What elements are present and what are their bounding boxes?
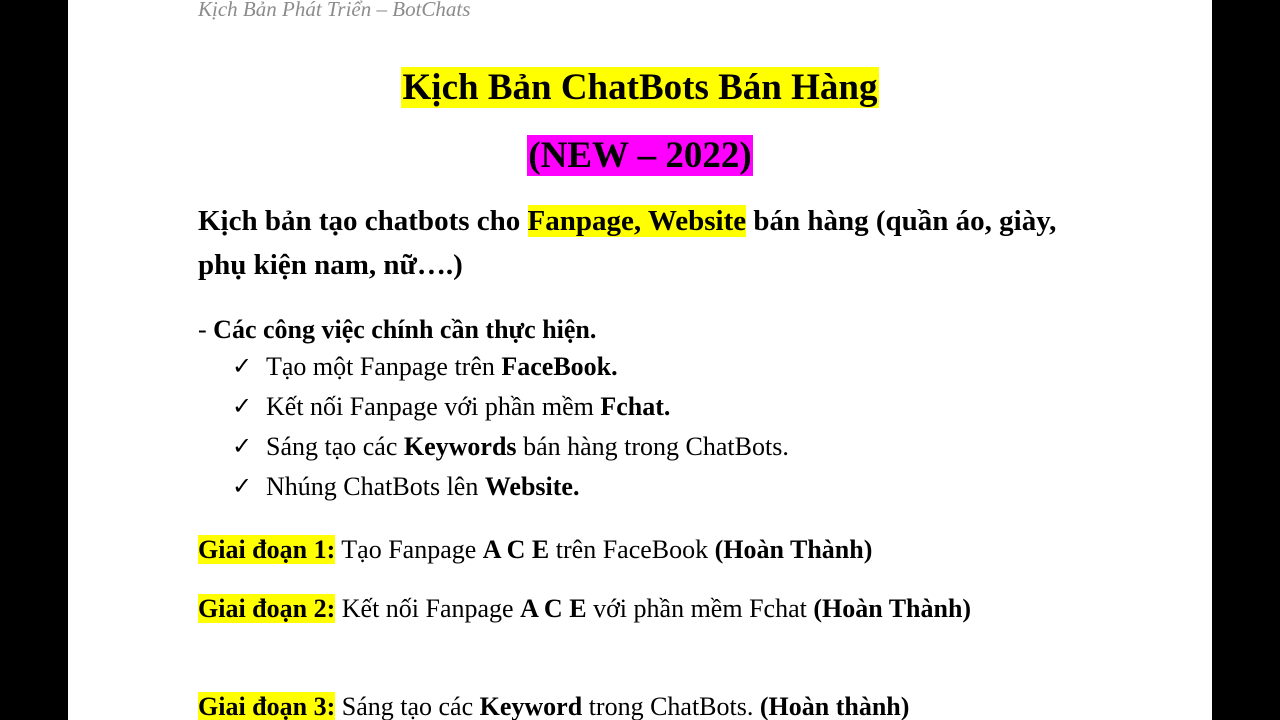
checkmark-icon: ✓ (232, 394, 253, 420)
intro-text-part1: Kịch bản tạo chatbots cho (198, 205, 528, 237)
tasks-heading-dash: - (198, 315, 214, 344)
stage-status: (Hoàn Thành) (714, 535, 873, 564)
stage-1: Giai đoạn 1: Tạo Fanpage A C E trên FaceBook (Hoàn Thành) (198, 535, 873, 564)
stage-3: Giai đoạn 3: Sáng tạo các Keyword trong ChatBots. (Hoàn thành) (198, 692, 910, 720)
checkmark-icon: ✓ (232, 434, 253, 460)
stage-2: Giai đoạn 2: Kết nối Fanpage A C E với phần mềm Fchat (Hoàn Thành) (198, 594, 972, 623)
stage-status: (Hoàn Thành) (813, 594, 972, 623)
document-page (68, 0, 1212, 720)
list-item (232, 347, 789, 387)
document-title (68, 63, 1212, 113)
task-text: Kết nối Fanpage với phần mềm Fchat. (266, 392, 671, 421)
document-title-text: Kịch Bản ChatBots Bán Hàng (402, 67, 878, 108)
intro-highlight: Fanpage, Website (527, 205, 747, 237)
tasks-heading-text: Các công việc chính cần thực hiện. (213, 315, 597, 344)
checkmark-icon: ✓ (232, 474, 253, 500)
list-item (232, 427, 789, 467)
stage-label: Giai đoạn 3: (198, 692, 336, 720)
list-item (232, 467, 789, 507)
tasks-heading (198, 312, 596, 348)
page-header-note: Kịch Bản Phát Triển – BotChats (198, 0, 471, 21)
task-text: Nhúng ChatBots lên Website. (266, 472, 580, 501)
document-subtitle-text: (NEW – 2022) (528, 135, 752, 176)
stage-label: Giai đoạn 2: (198, 594, 336, 623)
task-text: Tạo một Fanpage trên FaceBook. (266, 352, 618, 381)
stage-status: (Hoàn thành) (759, 692, 910, 720)
intro-paragraph (198, 199, 1098, 287)
checkmark-icon: ✓ (232, 354, 253, 380)
task-text: Sáng tạo các Keywords bán hàng trong ChatBots. (266, 432, 789, 461)
document-subtitle (68, 132, 1212, 180)
intro-text-part2: bán hàng (quần áo, giày, phụ kiện nam, nữ….) (198, 205, 1057, 281)
stage-label: Giai đoạn 1: (198, 535, 336, 564)
task-checklist (232, 347, 789, 507)
list-item (232, 387, 789, 427)
